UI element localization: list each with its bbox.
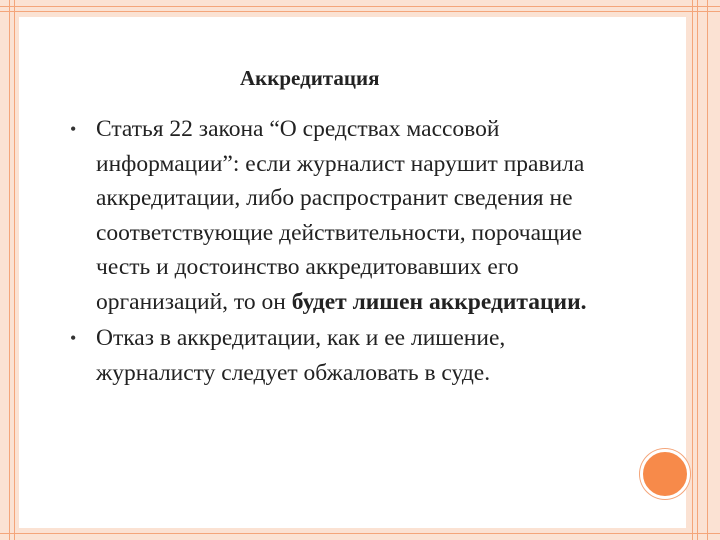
list-item <box>70 321 610 390</box>
frame-line-right-outer <box>707 0 708 540</box>
bullet-text: Статья 22 закона “О средствах массовой информации”: если журналист нарушит правила аккредитации, либо распространит сведения не соответствующие действительности, порочащие честь и достоинство аккредитовавших его организаций, то он <box>96 116 585 315</box>
frame-line-right-mid <box>697 0 698 540</box>
bullet-list <box>70 112 610 392</box>
frame-top <box>0 0 720 17</box>
bullet-icon: • <box>70 119 77 139</box>
frame-bottom <box>0 528 720 540</box>
frame-line-left-inner <box>14 0 15 540</box>
frame-line-right-inner <box>692 0 693 540</box>
bullet-text-bold: будет лишен аккредитации. <box>291 288 587 315</box>
frame-line-top-inner <box>0 11 720 12</box>
frame-line-top-outer <box>0 6 720 7</box>
frame-line-left-outer <box>9 0 10 540</box>
bullet-text: Отказ в аккредитации, как и ее лишение, журналисту следует обжаловать в суде. <box>96 325 506 386</box>
bullet-icon: • <box>70 328 77 348</box>
orange-circle-icon <box>640 449 690 499</box>
list-item <box>70 112 610 319</box>
slide-title: Аккредитация <box>240 66 380 90</box>
frame-line-bottom-outer <box>0 533 720 534</box>
